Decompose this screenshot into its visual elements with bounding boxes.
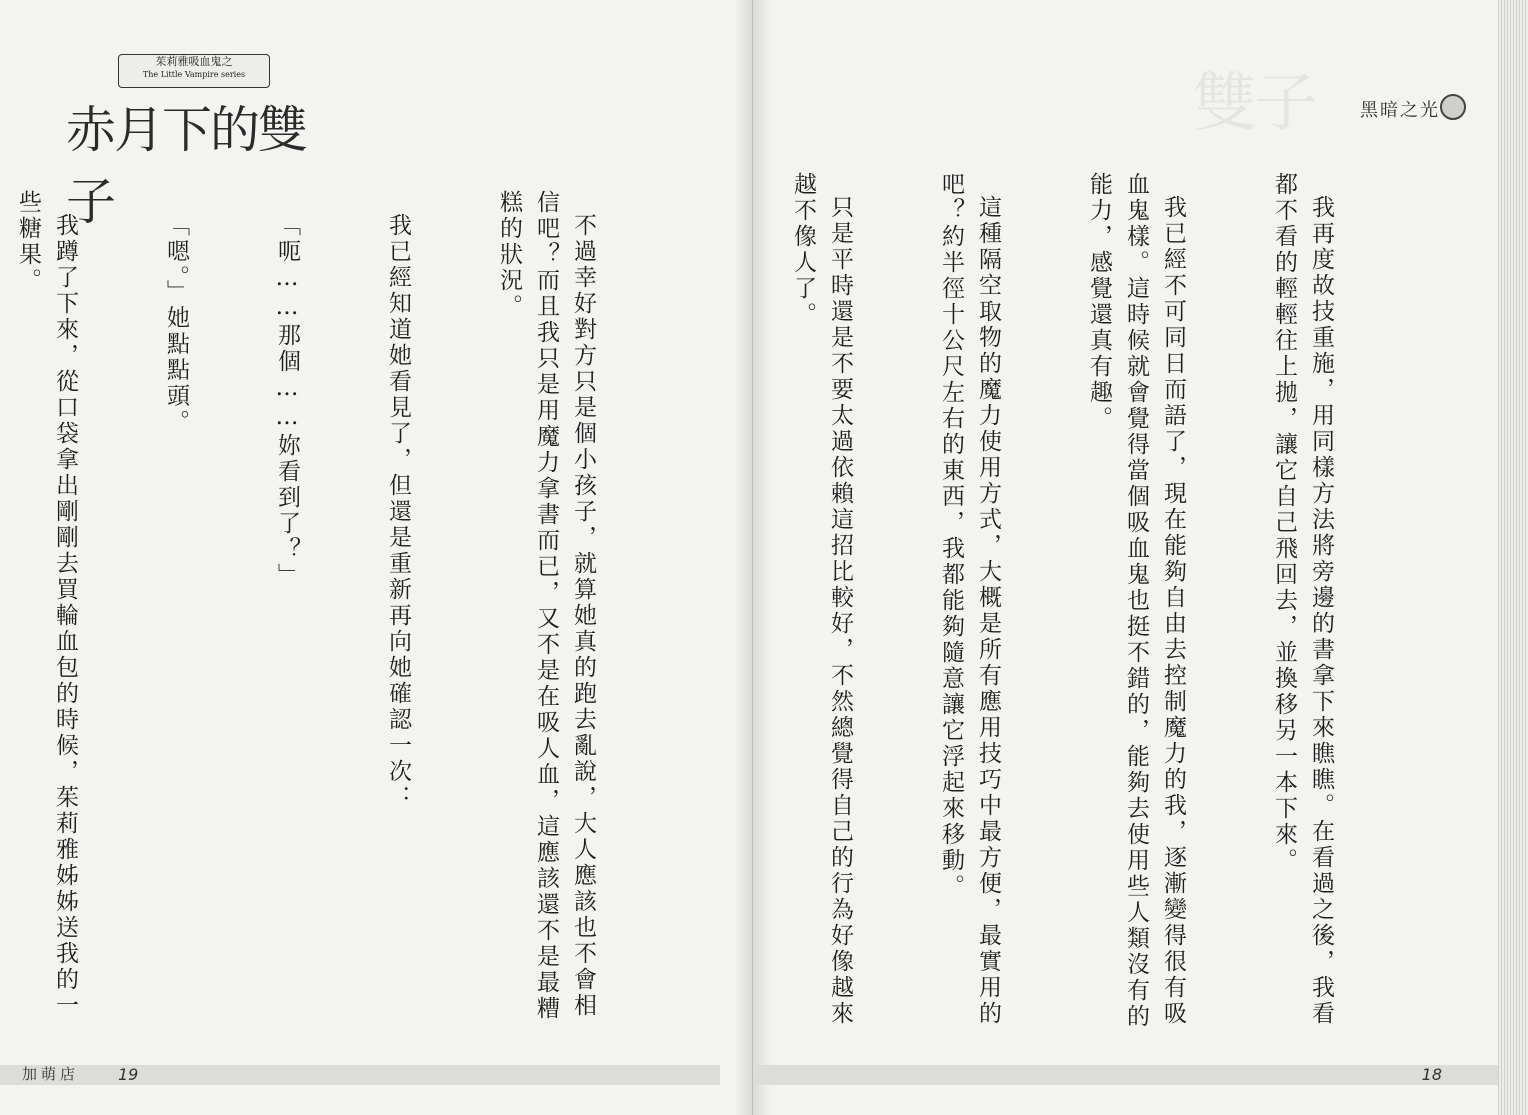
paragraph: 我已經不可同日而語了，現在能夠自由去控制魔力的我，逐漸變得很有吸血鬼樣。這時候就會覺得當個吸血鬼也挺不錯的，能夠去使用些人類沒有的能力，感覺還真有趣。 [1086, 172, 1186, 1030]
paragraph: 「嗯。」她點點頭。 [163, 213, 189, 436]
page-number: 18 [1421, 1065, 1442, 1084]
right-page-body [790, 172, 1413, 1052]
paragraph: 我蹲了下來，從口袋拿出剛剛去買輪血包的時候，茱莉雅姊姊送我的一些糖果。 [15, 190, 78, 1019]
ghost-title-watermark: 雙子 [1193, 67, 1315, 141]
footer-bar [753, 1065, 1498, 1085]
paragraph: 只是平時還是不要太過依賴這招比較好，不然總覺得自己的行為好像越來越不像人了。 [790, 172, 853, 1027]
page-number: 19 [118, 1065, 139, 1084]
left-page [0, 0, 753, 1115]
paragraph: 我再度故技重施，用同樣方法將旁邊的書拿下來瞧瞧。在看過之後，我看都不看的輕輕往上拋，讓它自己飛回去，並換移另一本下來。 [1271, 172, 1334, 1027]
moon-icon [1440, 94, 1466, 120]
paragraph: 不過幸好對方只是個小孩子，就算她真的跑去亂說，大人應該也不會相信吧？而且我只是用魔力拿書而已，又不是在吸人血，這應該還不是最糟糕的狀況。 [496, 190, 596, 1022]
gutter-shadow [734, 0, 752, 1115]
right-page [753, 0, 1498, 1115]
left-page-body [15, 190, 675, 1040]
book-logo [66, 52, 336, 231]
series-english-title: The Little Vampire series [142, 70, 246, 79]
series-small-title: 茱莉雅吸血鬼之 [155, 55, 233, 68]
page-edges [1498, 0, 1528, 1115]
footer-bar [0, 1065, 720, 1085]
book-title: 赤月下的雙子 [66, 101, 306, 231]
publisher-label: 加萌店 [22, 1065, 80, 1083]
series-banner [118, 54, 270, 88]
paragraph: 這種隔空取物的魔力使用方式，大概是所有應用技巧中最方便，最實用的吧？約半徑十公尺左右的東西，我都能夠隨意讓它浮起來移動。 [938, 172, 1001, 1027]
chapter-title: 黑暗之光 [1360, 100, 1440, 121]
paragraph: 我已經知道她看見了，但還是重新再向她確認一次： [385, 213, 411, 811]
paragraph: 「呃……那個……妳看到了？」 [274, 213, 300, 589]
